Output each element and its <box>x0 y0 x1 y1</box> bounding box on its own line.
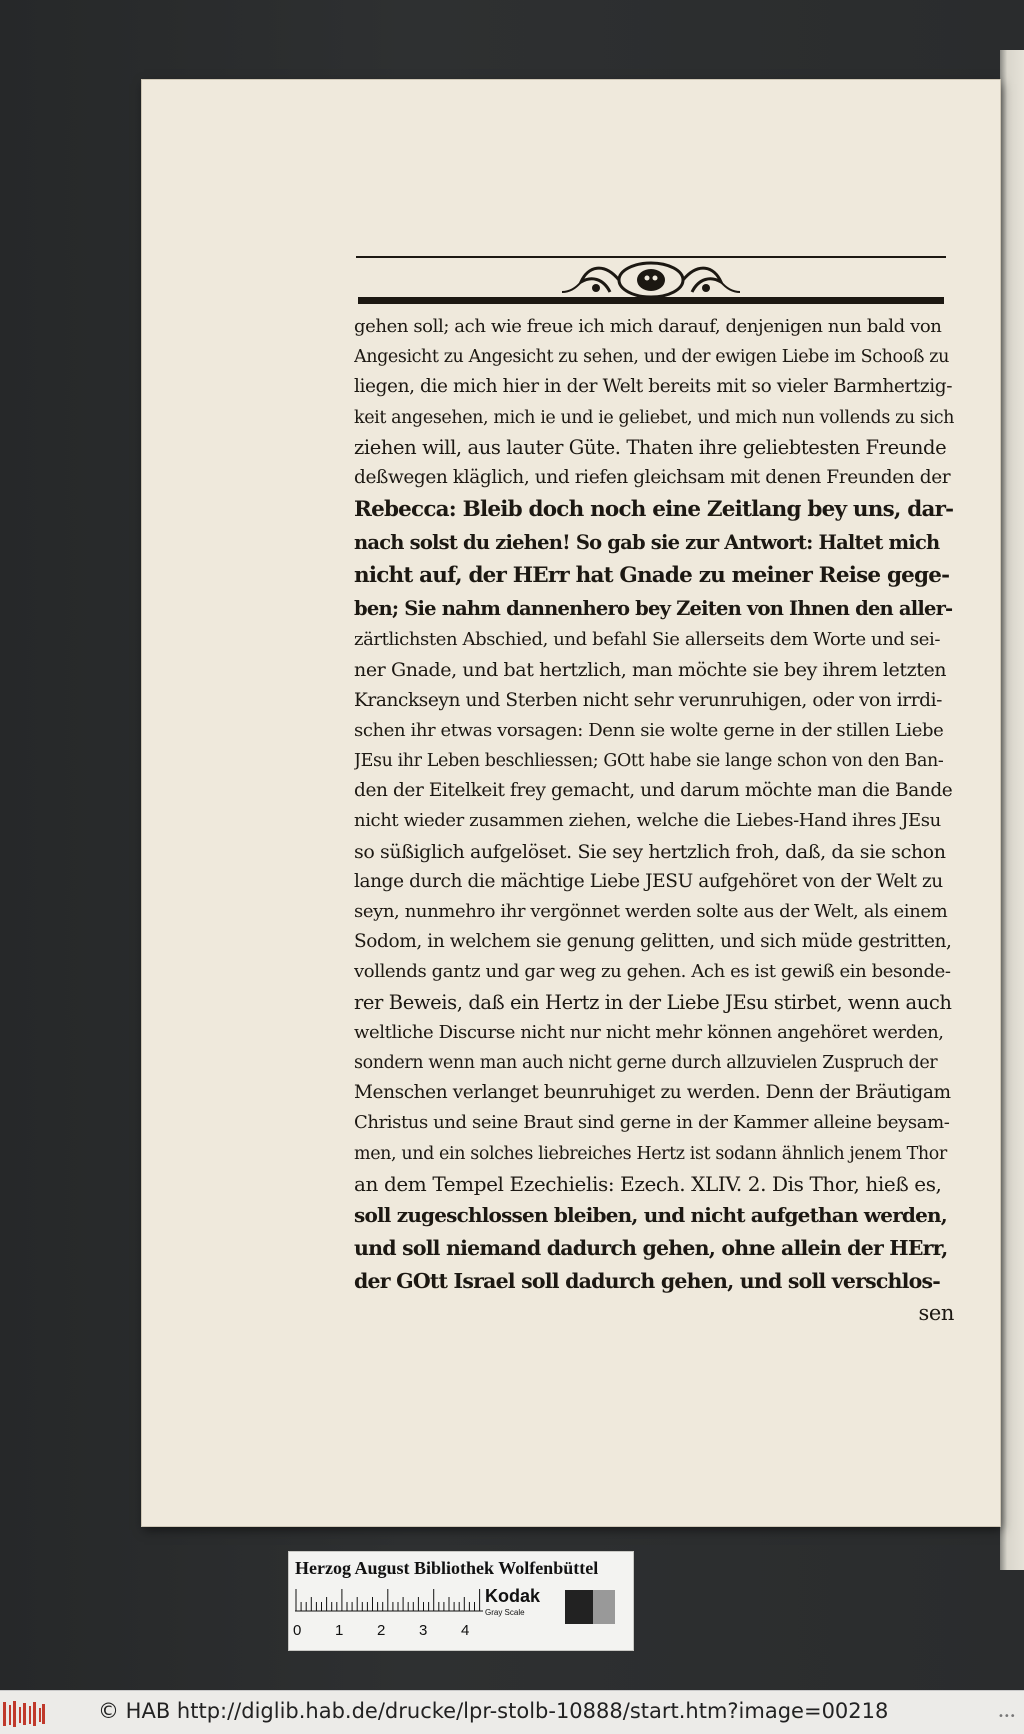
text-line: und soll niemand dadurch gehen, ohne allein der HErr, <box>354 1236 948 1261</box>
more-icon[interactable]: ••• <box>998 1711 1016 1722</box>
text-line: den der Eitelkeit frey gemacht, und darum möchte man die Bande <box>354 780 953 802</box>
copyright-url[interactable]: © HAB http://diglib.hab.de/drucke/lpr-stolb-10888/start.htm?image=00218 <box>98 1699 889 1723</box>
text-line: der GOtt Israel soll dadurch gehen, und soll verschlos- <box>354 1269 940 1294</box>
text-line: sondern wenn man auch nicht gerne durch allzuvielen Zuspruch der <box>354 1053 938 1074</box>
gray-swatch <box>593 1590 615 1624</box>
body-text <box>354 312 954 1328</box>
ruler-numbers <box>293 1622 493 1642</box>
text-line: lange durch die mächtige Liebe JESU aufgehöret von der Welt zu <box>354 870 943 892</box>
text-line: Christus und seine Braut sind gerne in der Kammer alleine beysam- <box>354 1112 950 1134</box>
text-line: so süßiglich aufgelöset. Sie sey hertzlich froh, daß, da sie schon <box>354 840 946 863</box>
text-line: sen <box>918 1301 954 1326</box>
text-line: vollends gantz und gar weg zu gehen. Ach es ist gewiß ein besonde- <box>354 961 951 983</box>
text-line: liegen, die mich hier in der Welt bereits mit so vieler Barmhertzig- <box>354 376 953 398</box>
ruler-number: 3 <box>419 1622 428 1639</box>
text-line: schen ihr etwas vorsagen: Denn sie wolte gerne in der stillen Liebe <box>354 719 944 741</box>
ruler-number: 4 <box>461 1622 470 1639</box>
color-calibration-bar <box>288 1551 634 1651</box>
grayscale-label: Gray Scale <box>485 1608 525 1617</box>
text-line: Rebecca: Bleib doch noch eine Zeitlang bey uns, dar- <box>354 497 954 523</box>
kodak-label: Kodak <box>485 1586 541 1606</box>
library-name: Herzog August Bibliothek Wolfenbüttel <box>295 1558 599 1578</box>
hab-logo-icon <box>2 1699 46 1729</box>
next-page-edge <box>1000 50 1024 1570</box>
ruler-number: 0 <box>293 1622 302 1639</box>
text-line: men, und ein solches liebreiches Hertz ist sodann ähnlich jenem Thor <box>354 1143 947 1164</box>
text-line: ben; Sie nahm dannenhero bey Zeiten von Ihnen den aller- <box>354 597 953 621</box>
scanned-page <box>142 80 1000 1526</box>
ruler-number: 2 <box>377 1622 386 1639</box>
text-line: Angesicht zu Angesicht zu sehen, und der ewigen Liebe im Schooß zu <box>354 347 949 368</box>
text-line: an dem Tempel Ezechielis: Ezech. XLIV. 2. Dis Thor, hieß es, <box>354 1171 942 1196</box>
text-line: seyn, nunmehro ihr vergönnet werden solte aus der Welt, als einem <box>354 901 948 923</box>
black-swatch <box>565 1590 593 1624</box>
text-line: zärtlichsten Abschied, und befahl Sie allerseits dem Worte und sei- <box>354 629 941 651</box>
text-line: JEsu ihr Leben beschliessen; GOtt habe sie lange schon von den Ban- <box>354 751 944 772</box>
footer-bar <box>0 1690 1024 1734</box>
text-line: weltliche Discurse nicht nur nicht mehr können angehöret werden, <box>354 1021 944 1043</box>
ruler-number: 1 <box>335 1622 344 1639</box>
ruler-scale <box>295 1586 485 1612</box>
text-line: gehen soll; ach wie freue ich mich darauf, denjenigen nun bald von <box>354 316 942 337</box>
text-line: nicht auf, der HErr hat Gnade zu meiner Reise gege- <box>354 563 950 589</box>
text-line: ziehen will, aus lauter Güte. Thaten ihre geliebtesten Freunde <box>354 435 947 459</box>
text-line: keit angesehen, mich ie und ie geliebet, und mich nun vollends zu sich <box>354 407 954 428</box>
text-line: nach solst du ziehen! So gab sie zur Antwort: Haltet mich <box>354 531 940 555</box>
text-line: Sodom, in welchem sie genung gelitten, und sich müde gestritten, <box>354 931 952 953</box>
text-line: soll zugeschlossen bleiben, und nicht aufgethan werden, <box>354 1203 947 1228</box>
text-line: Menschen verlanget beunruhiget zu werden. Denn der Bräutigam <box>354 1082 951 1104</box>
text-line: deßwegen kläglich, und riefen gleichsam mit denen Freunden der <box>354 467 951 489</box>
text-line: Kranckseyn und Sterben nicht sehr verunruhigen, oder von irrdi- <box>354 689 942 711</box>
text-line: ner Gnade, und bat hertzlich, man möchte sie bey ihrem letzten <box>354 659 947 682</box>
text-line: nicht wieder zusammen ziehen, welche die Liebes-Hand ihres JEsu <box>354 810 941 832</box>
ornament-headpiece <box>356 254 946 310</box>
text-line: rer Beweis, daß ein Hertz in der Liebe JEsu stirbet, wenn auch <box>354 990 952 1014</box>
